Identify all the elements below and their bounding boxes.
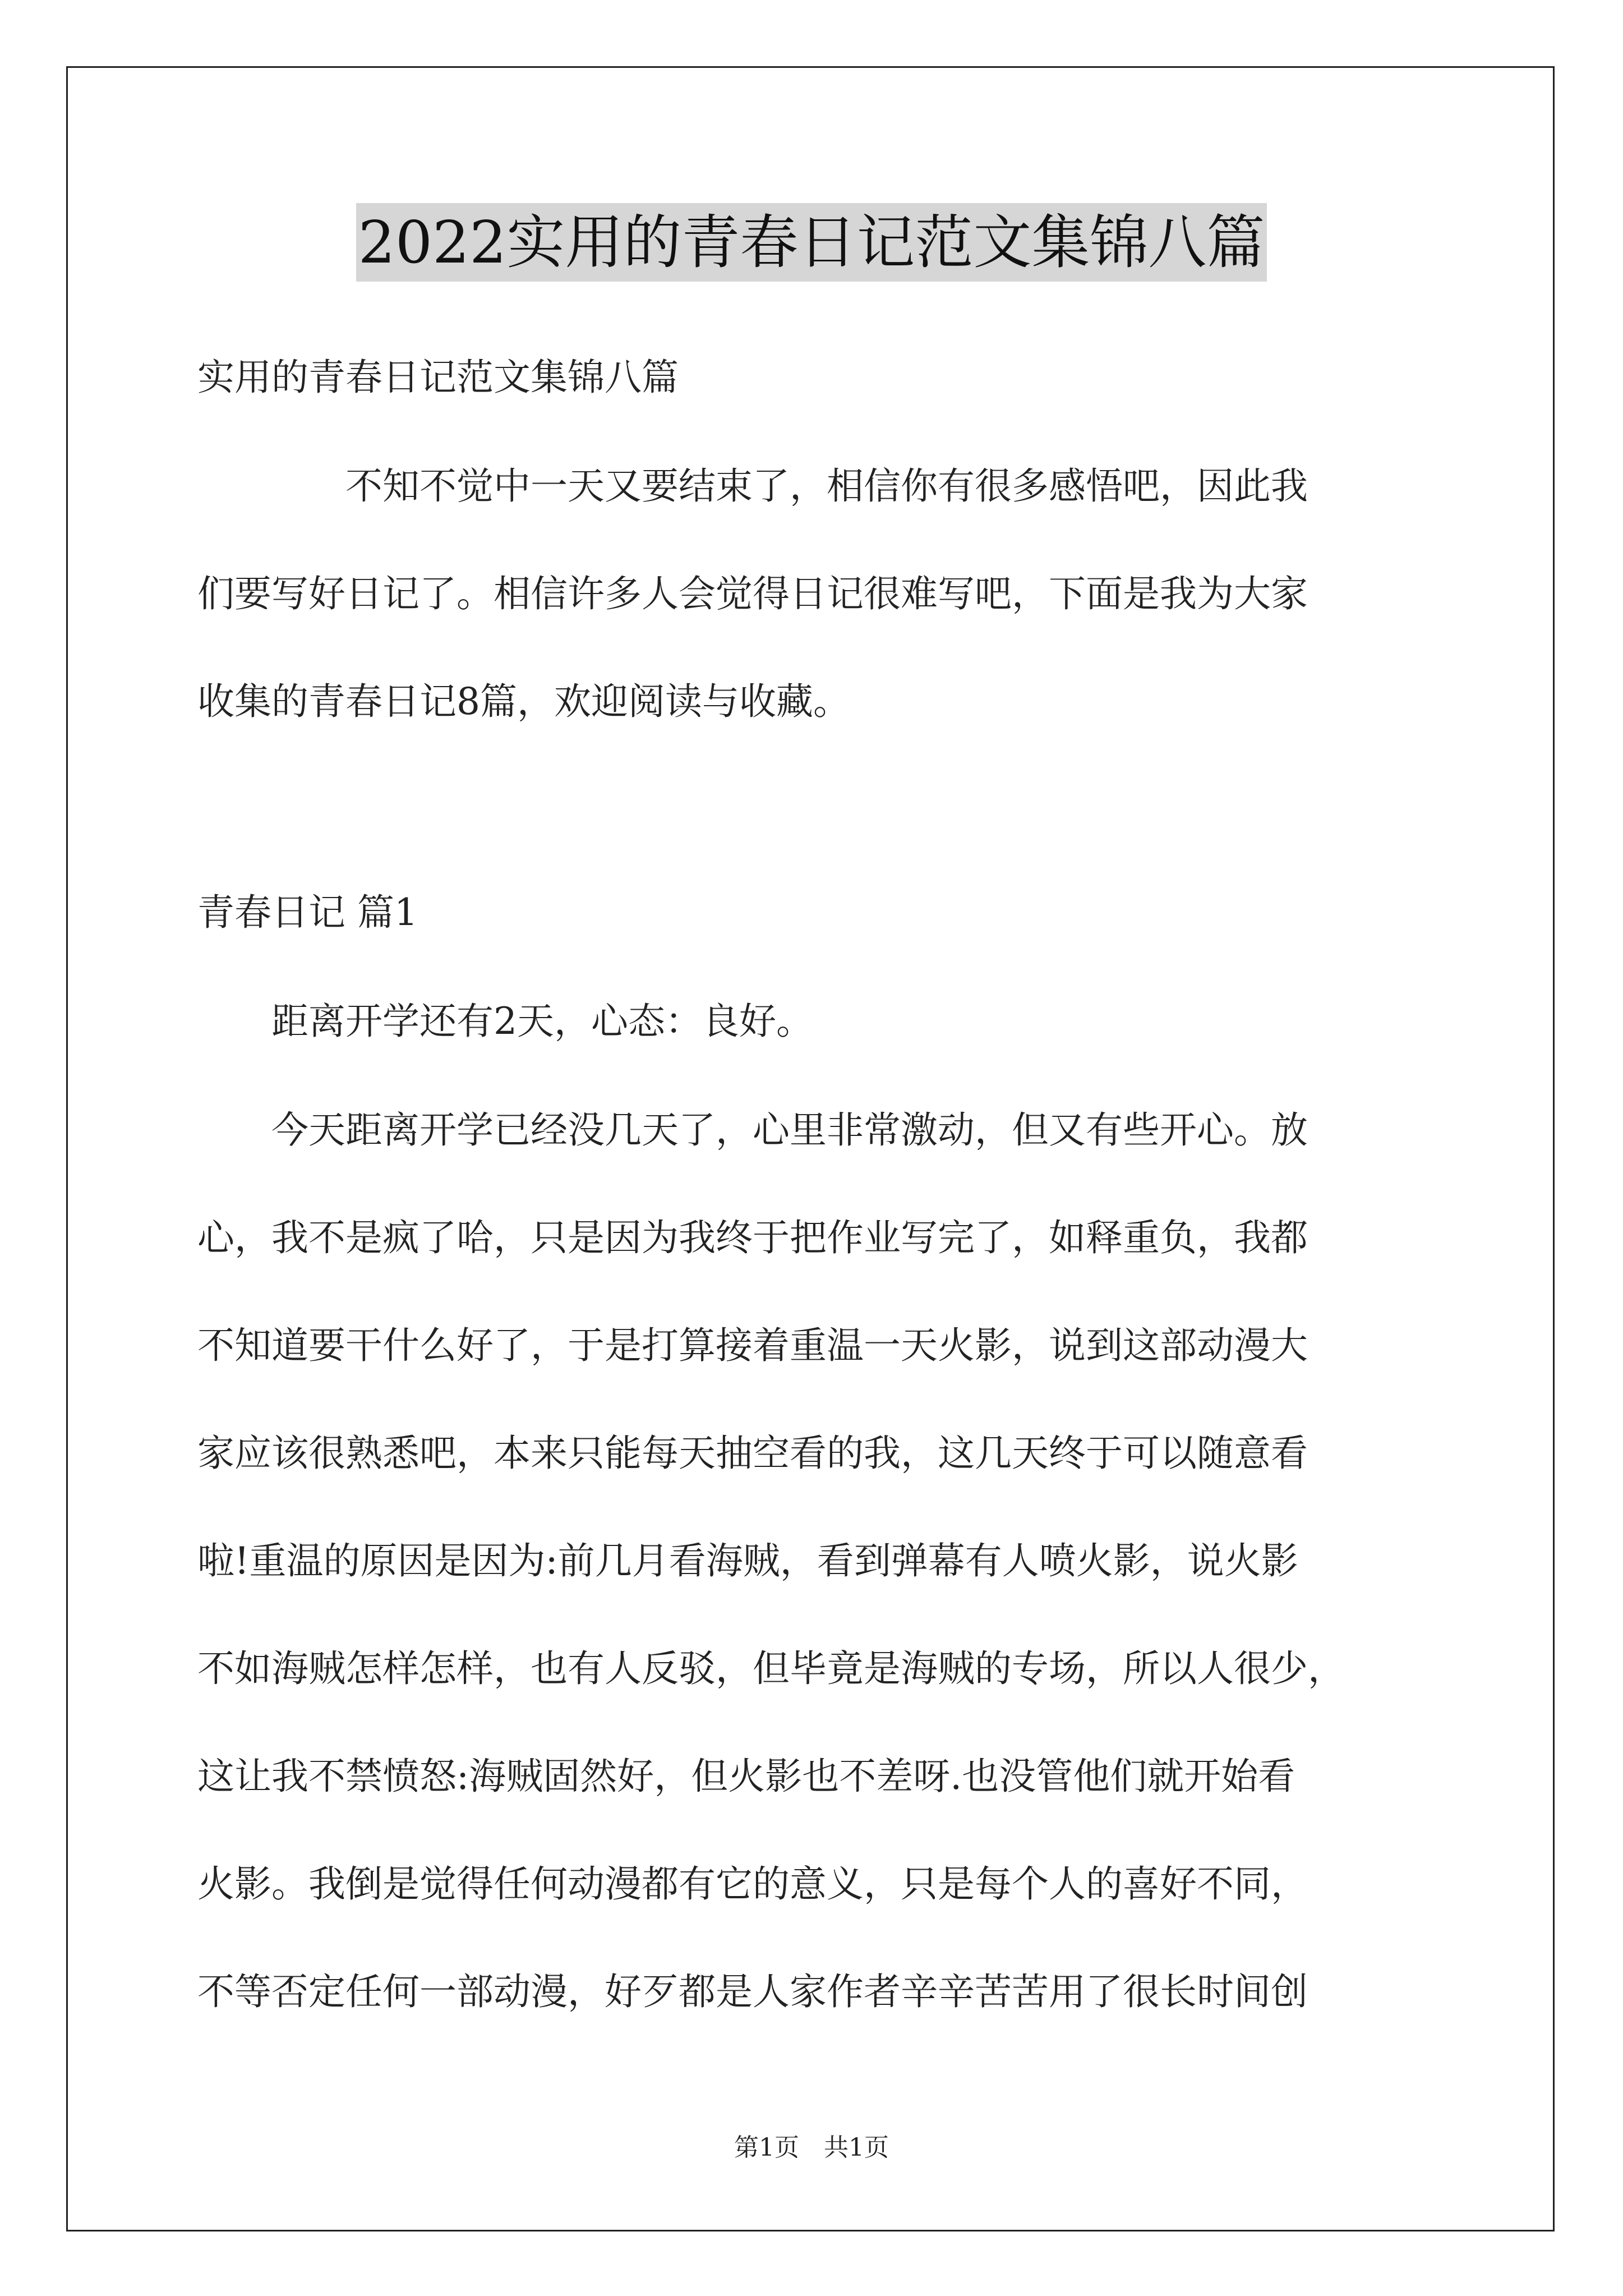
body-line: 不知道要干什么好了，于是打算接着重温一天火影，说到这部动漫大 [197,1324,1308,1367]
document-subtitle: 实用的青春日记范文集锦八篇 [197,356,679,399]
document-title: 2022实用的青春日记范文集锦八篇 [356,203,1267,282]
intro-line: 们要写好日记了。相信许多人会觉得日记很难写吧，下面是我为大家 [197,572,1308,615]
body-line: 啦!重温的原因是因为:前几月看海贼，看到弹幕有人喷火影，说火影 [197,1539,1298,1582]
body-line: 不等否定任何一部动漫，好歹都是人家作者辛辛苦苦用了很长时间创 [197,1970,1308,2013]
body-line: 不如海贼怎样怎样，也有人反驳，但毕竟是海贼的专场，所以人很少， [197,1647,1345,1690]
title-container [0,203,1623,282]
mood-line: 距离开学还有2天，心态：良好。 [197,1000,813,1043]
page-footer: 第1页 共1页 [734,2133,889,2162]
intro-line: 收集的青春日记8篇，欢迎阅读与收藏。 [197,680,850,723]
body-line: 心，我不是疯了哈，只是因为我终于把作业写完了，如释重负，我都 [197,1216,1308,1259]
body-line: 火影。我倒是觉得任何动漫都有它的意义，只是每个人的喜好不同， [197,1862,1308,1906]
section-heading: 青春日记 篇1 [197,891,418,934]
intro-line: 不知不觉中一天又要结束了，相信你有很多感悟吧，因此我 [197,464,1308,508]
body-line: 今天距离开学已经没几天了，心里非常激动，但又有些开心。放 [197,1108,1308,1152]
body-line: 家应该很熟悉吧，本来只能每天抽空看的我，这几天终于可以随意看 [197,1432,1308,1475]
body-line: 这让我不禁愤怒:海贼固然好，但火影也不差呀.也没管他们就开始看 [197,1755,1295,1798]
